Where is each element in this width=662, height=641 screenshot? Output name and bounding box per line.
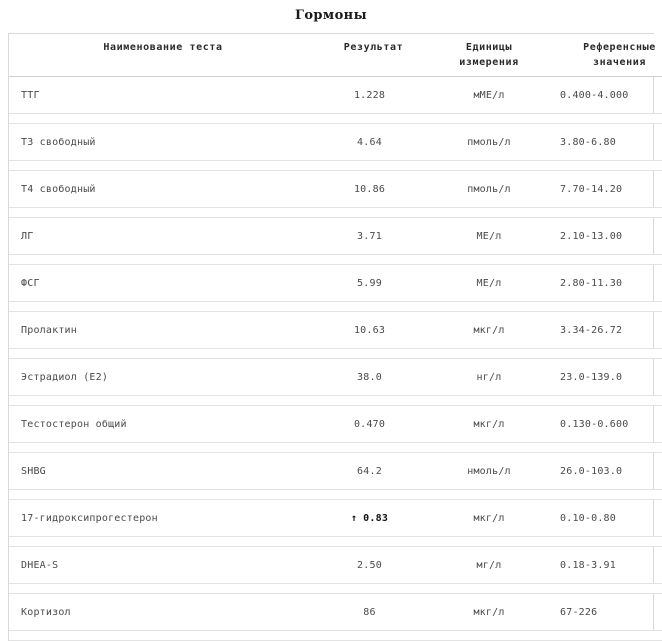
result-value: 64.2	[357, 465, 382, 477]
table-row-spacer-cell	[9, 302, 662, 312]
table-row-spacer	[9, 537, 662, 547]
column-header-units	[430, 34, 548, 77]
result-value-wrapper	[354, 419, 385, 430]
column-header-reference	[548, 34, 662, 77]
table-row-spacer-cell	[9, 490, 662, 500]
cell-reference-range: 2.10-13.00	[560, 230, 623, 242]
page-title: Гормоны	[294, 8, 368, 23]
cell-result	[317, 124, 430, 161]
table-row-spacer	[9, 161, 662, 171]
results-table	[9, 34, 662, 641]
result-value: 1.228	[353, 89, 386, 101]
column-header-reference-line2: значения	[593, 56, 646, 68]
cell-units: пмоль/л	[467, 136, 511, 148]
cell-result	[317, 547, 430, 584]
result-value-wrapper	[357, 560, 382, 571]
result-value-wrapper	[363, 607, 375, 618]
arrow-up-icon: ↑	[350, 512, 358, 524]
column-header-result: Результат	[317, 34, 430, 77]
results-table-container	[8, 33, 654, 641]
column-header-units-line1: Единицы	[465, 42, 513, 53]
table-row	[9, 547, 662, 584]
cell-result	[317, 406, 430, 443]
cell-reference-range: 7.70-14.20	[560, 183, 623, 195]
cell-units: мкг/л	[473, 512, 505, 524]
result-value-wrapper	[351, 513, 388, 524]
cell-test-name: Тестостерон общий	[21, 418, 127, 430]
cell-result	[317, 77, 430, 114]
result-value: 3.71	[357, 230, 382, 242]
table-row-spacer-cell	[9, 208, 662, 218]
result-value: 10.86	[353, 183, 386, 195]
table-row-spacer	[9, 443, 662, 453]
cell-units: МЕ/л	[476, 277, 502, 289]
table-row-spacer	[9, 631, 662, 641]
column-header-reference-line1: Референсные	[583, 42, 656, 53]
cell-units: нмоль/л	[467, 465, 511, 477]
cell-result	[317, 500, 430, 537]
cell-test-name: DHEA-S	[21, 559, 59, 571]
cell-result	[317, 171, 430, 208]
table-row	[9, 77, 662, 114]
cell-units: пмоль/л	[467, 183, 511, 195]
cell-test-name: SHBG	[21, 465, 46, 477]
cell-units: мкг/л	[473, 418, 505, 430]
cell-test-name: Эстрадиол (Е2)	[21, 371, 109, 383]
result-value: 10.63	[353, 324, 386, 336]
table-row	[9, 359, 662, 396]
table-row	[9, 218, 662, 255]
column-header-units-line2: измерения	[459, 56, 519, 68]
cell-test-name: Пролактин	[21, 324, 77, 336]
cell-units: МЕ/л	[476, 230, 502, 242]
cell-result	[317, 594, 430, 631]
cell-test-name: Т3 свободный	[21, 136, 96, 148]
table-row-spacer-cell	[9, 537, 662, 547]
cell-units: мг/л	[476, 559, 502, 571]
cell-reference-range: 3.80-6.80	[560, 136, 616, 148]
result-value-wrapper	[357, 231, 382, 242]
cell-reference-range: 2.80-11.30	[560, 277, 623, 289]
cell-test-name: 17-гидроксипрогестерон	[21, 512, 158, 524]
table-row-spacer	[9, 255, 662, 265]
table-row-spacer	[9, 349, 662, 359]
table-header-row	[9, 34, 662, 77]
cell-reference-range: 0.400-4.000	[560, 89, 629, 101]
cell-reference-range: 0.10-0.80	[560, 512, 616, 524]
table-row-spacer-cell	[9, 255, 662, 265]
result-value: 2.50	[357, 559, 382, 571]
table-header	[9, 34, 662, 77]
result-value: 5.99	[357, 277, 382, 289]
table-row-spacer-cell	[9, 161, 662, 171]
cell-reference-range: 67-226	[560, 606, 598, 618]
cell-test-name: ЛГ	[21, 230, 34, 242]
cell-reference-range: 26.0-103.0	[560, 465, 623, 477]
cell-reference-range: 0.18-3.91	[560, 559, 616, 571]
table-row-spacer	[9, 302, 662, 312]
table-row	[9, 171, 662, 208]
table-row	[9, 312, 662, 349]
cell-test-name: Т4 свободный	[21, 183, 96, 195]
cell-reference-range: 0.130-0.600	[560, 418, 629, 430]
cell-result	[317, 359, 430, 396]
table-row	[9, 500, 662, 537]
result-value-wrapper	[354, 184, 385, 195]
cell-result	[317, 218, 430, 255]
table-row-spacer	[9, 396, 662, 406]
result-value-wrapper	[357, 137, 382, 148]
table-row	[9, 594, 662, 631]
cell-result	[317, 453, 430, 490]
cell-test-name: Кортизол	[21, 606, 71, 618]
result-value: 0.470	[353, 418, 386, 430]
cell-units: мкг/л	[473, 606, 505, 618]
table-row	[9, 453, 662, 490]
table-row-spacer-cell	[9, 396, 662, 406]
cell-reference-range: 3.34-26.72	[560, 324, 623, 336]
column-header-test-name: Наименование теста	[9, 34, 317, 77]
result-value-wrapper	[354, 325, 385, 336]
table-row-spacer-cell	[9, 114, 662, 124]
table-row-spacer	[9, 114, 662, 124]
cell-result	[317, 265, 430, 302]
result-value-wrapper	[357, 466, 382, 477]
cell-result	[317, 312, 430, 349]
table-row	[9, 406, 662, 443]
cell-units: мкг/л	[473, 324, 505, 336]
cell-units: нг/л	[476, 371, 502, 383]
table-body	[9, 77, 662, 641]
cell-units: мМЕ/л	[473, 89, 505, 101]
table-row-spacer-cell	[9, 584, 662, 594]
cell-reference-range: 23.0-139.0	[560, 371, 623, 383]
cell-test-name: ФСГ	[21, 277, 40, 289]
result-value-wrapper	[354, 90, 385, 101]
result-value: 4.64	[357, 136, 382, 148]
result-value: 38.0	[357, 371, 382, 383]
table-row-spacer-cell	[9, 631, 662, 641]
cell-test-name: ТТГ	[21, 89, 40, 101]
result-value: 86	[363, 606, 376, 618]
table-row-spacer-cell	[9, 443, 662, 453]
table-row-spacer-cell	[9, 349, 662, 359]
table-row-spacer	[9, 490, 662, 500]
result-value-wrapper	[357, 372, 382, 383]
table-row-spacer	[9, 208, 662, 218]
table-row	[9, 124, 662, 161]
result-value-wrapper	[357, 278, 382, 289]
table-row-spacer	[9, 584, 662, 594]
table-row	[9, 265, 662, 302]
result-value: 0.83	[363, 512, 389, 524]
